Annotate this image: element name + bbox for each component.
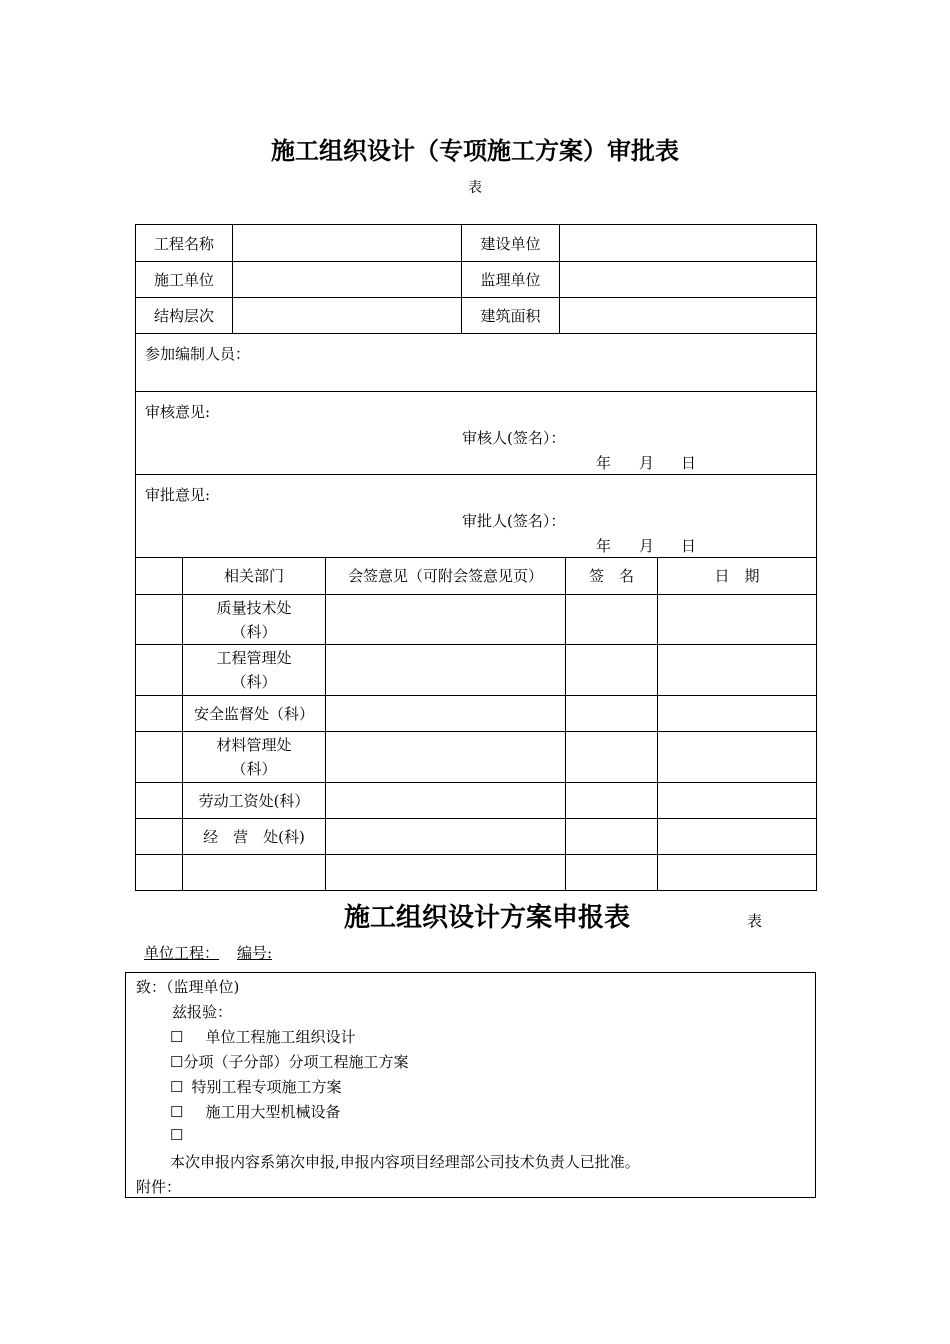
day-label: 日 [681, 537, 697, 555]
date-cell[interactable] [658, 645, 817, 696]
supervisor-label: 监理单位 [462, 262, 560, 298]
unit-number-line [144, 942, 272, 963]
report-item-label: 特别工程专项施工方案 [191, 1078, 342, 1096]
department-cell[interactable] [183, 855, 326, 891]
header-opinion: 会签意见（可附会签意见页） [326, 558, 566, 595]
report-item-label: 单位工程施工组织设计 [205, 1028, 356, 1046]
contractor-field[interactable] [233, 262, 462, 298]
row-index-cell[interactable] [136, 595, 183, 645]
header-signature: 签 名 [566, 558, 658, 595]
opinion-cell[interactable] [326, 855, 566, 891]
opinion-cell[interactable] [326, 645, 566, 696]
department-cell [183, 645, 326, 696]
department-name: 安全监督处（科） [193, 704, 314, 723]
structure-label: 结构层次 [136, 298, 233, 334]
table-row [136, 783, 817, 819]
signature-cell[interactable] [566, 855, 658, 891]
table-row [136, 855, 817, 891]
project-name-field[interactable] [233, 225, 462, 262]
department-name: 劳动工资处(科） [198, 791, 310, 810]
participants-cell[interactable] [136, 334, 817, 392]
date-cell[interactable] [658, 595, 817, 645]
signature-cell[interactable] [566, 645, 658, 696]
opinion-cell[interactable] [326, 696, 566, 732]
review-date [596, 452, 696, 473]
intro-line: 兹报验： [172, 1003, 233, 1021]
participants-row [136, 334, 817, 392]
year-label: 年 [596, 537, 612, 555]
developer-label: 建设单位 [462, 225, 560, 262]
approver-signature-label: 审批人(签名）： [462, 512, 566, 530]
table-row [136, 696, 817, 732]
opinion-cell[interactable] [326, 783, 566, 819]
row-index-cell[interactable] [136, 696, 183, 732]
department-name: 材料管理处 [216, 736, 292, 754]
info-row [136, 225, 817, 262]
approve-cell[interactable] [136, 475, 817, 558]
department-name: 经 营 处(科) [203, 827, 305, 846]
day-label: 日 [681, 454, 697, 472]
report-item [170, 1051, 408, 1072]
table-row [136, 732, 817, 783]
report-item [170, 1126, 183, 1144]
attachment-label: 附件： [136, 1178, 182, 1196]
checkbox-icon[interactable]: ☐ [170, 1078, 184, 1096]
project-name-label: 工程名称 [136, 225, 233, 262]
contractor-label: 施工单位 [136, 262, 233, 298]
opinion-cell[interactable] [326, 595, 566, 645]
checkbox-icon[interactable]: ☐ [170, 1028, 184, 1046]
date-cell[interactable] [658, 855, 817, 891]
row-index-cell[interactable] [136, 645, 183, 696]
date-cell[interactable] [658, 696, 817, 732]
department-suffix: （科） [231, 760, 277, 778]
area-field[interactable] [560, 298, 817, 334]
review-row [136, 392, 817, 475]
department-suffix: （科） [231, 673, 277, 691]
row-index-cell[interactable] [136, 783, 183, 819]
department-cell [183, 783, 326, 819]
row-index-cell[interactable] [136, 855, 183, 891]
report-form-title: 施工组织设计方案申报表 [344, 903, 631, 933]
info-row [136, 262, 817, 298]
statement-line: 本次申报内容系第次申报,申报内容项目经理部公司技术负责人已批准。 [170, 1153, 640, 1171]
unit-label: 单位工程： [144, 944, 220, 962]
date-cell[interactable] [658, 819, 817, 855]
table-row [136, 595, 817, 645]
month-label: 月 [639, 537, 655, 555]
department-cell [183, 732, 326, 783]
department-suffix: （科） [231, 622, 277, 641]
signature-cell[interactable] [566, 732, 658, 783]
opinion-cell[interactable] [326, 819, 566, 855]
header-department: 相关部门 [183, 558, 326, 595]
department-cell [183, 595, 326, 645]
area-label: 建筑面积 [462, 298, 560, 334]
report-item [170, 1076, 341, 1097]
review-label: 审核意见: [145, 403, 211, 421]
report-item [170, 1101, 340, 1122]
row-index-cell[interactable] [136, 732, 183, 783]
approve-row [136, 475, 817, 558]
review-cell[interactable] [136, 392, 817, 475]
approval-form-title: 施工组织设计（专项施工方案）审批表 [271, 137, 679, 165]
approval-form-subtitle: 表 [468, 180, 482, 196]
header-date: 日 期 [658, 558, 817, 595]
report-item-label: 分项（子分部）分项工程施工方案 [183, 1053, 409, 1071]
signature-cell[interactable] [566, 595, 658, 645]
checkbox-icon[interactable]: ☐ [170, 1103, 184, 1121]
checkbox-icon[interactable]: ☐ [170, 1126, 184, 1144]
year-label: 年 [596, 454, 612, 472]
header-blank [136, 558, 183, 595]
row-index-cell[interactable] [136, 819, 183, 855]
opinion-cell[interactable] [326, 732, 566, 783]
to-line: 致：（监理单位) [136, 978, 240, 996]
structure-field[interactable] [233, 298, 462, 334]
report-content-box [125, 972, 816, 1198]
department-cell [183, 819, 326, 855]
info-row [136, 298, 817, 334]
report-item-label: 施工用大型机械设备 [205, 1103, 341, 1121]
table-row [136, 645, 817, 696]
approval-info-table [135, 224, 817, 558]
signature-cell[interactable] [566, 819, 658, 855]
number-label: 编号: [237, 944, 273, 962]
department-cell [183, 696, 326, 732]
countersign-header-row [136, 558, 817, 595]
table-row [136, 819, 817, 855]
countersign-table [135, 557, 817, 891]
signature-cell[interactable] [566, 696, 658, 732]
department-name: 质量技术处 [216, 598, 292, 617]
approve-label: 审批意见: [145, 486, 211, 504]
report-item [170, 1026, 355, 1047]
checkbox-icon[interactable]: ☐ [170, 1053, 184, 1071]
reviewer-signature-label: 审核人(签名）： [462, 429, 566, 447]
approve-date [596, 535, 696, 556]
supervisor-field[interactable] [560, 262, 817, 298]
developer-field[interactable] [560, 225, 817, 262]
report-form-suffix: 表 [747, 912, 763, 930]
month-label: 月 [639, 454, 655, 472]
date-cell[interactable] [658, 783, 817, 819]
participants-label: 参加编制人员： [145, 345, 251, 363]
department-name: 工程管理处 [216, 649, 292, 667]
signature-cell[interactable] [566, 783, 658, 819]
date-cell[interactable] [658, 732, 817, 783]
